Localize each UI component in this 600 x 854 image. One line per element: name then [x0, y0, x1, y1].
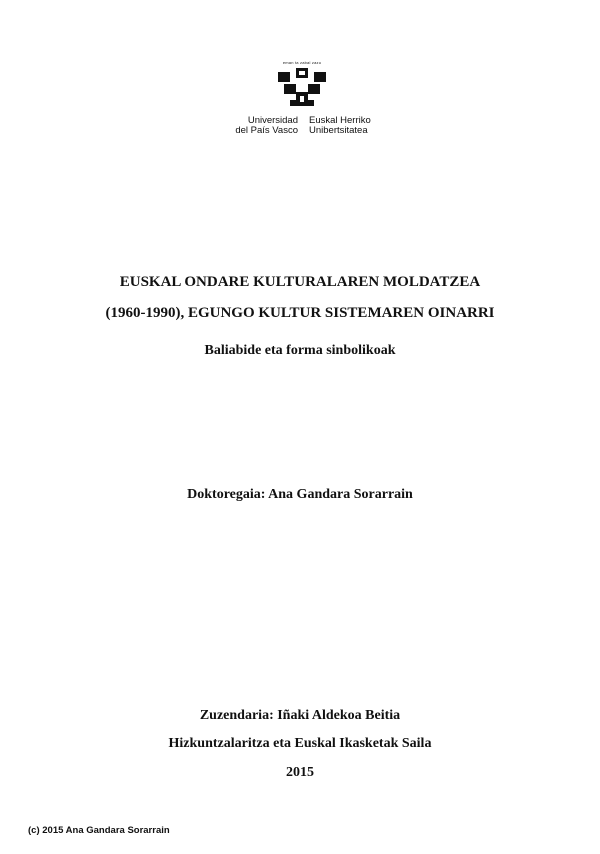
university-name-basque: [309, 116, 389, 136]
university-name-eu-line2: Unibertsitatea: [309, 125, 368, 136]
university-name-spanish: [220, 116, 298, 136]
doctoral-candidate: Doktoregaia: Ana Gandara Sorarrain: [187, 487, 413, 502]
copyright-notice: (c) 2015 Ana Gandara Sorarrain: [28, 825, 170, 836]
thesis-subtitle: Baliabide eta forma sinbolikoak: [204, 343, 396, 358]
thesis-year: 2015: [286, 765, 314, 780]
university-name-eu-line1: Euskal Herriko: [309, 115, 371, 126]
university-motto: eman ta zabal zazu: [282, 60, 322, 65]
thesis-title-line1: EUSKAL ONDARE KULTURALAREN MOLDATZEA: [119, 274, 481, 290]
thesis-director: Zuzendaria: Iñaki Aldekoa Beitia: [199, 708, 401, 723]
department-name: Hizkuntzalaritza eta Euskal Ikasketak Saila: [168, 736, 432, 751]
university-name-es-line1: Universidad: [247, 115, 298, 126]
university-logo-icon: [274, 66, 330, 112]
thesis-title-line2: (1960-1990), EGUNGO KULTUR SISTEMAREN OINARRI: [105, 305, 495, 321]
university-name-es-line2: del País Vasco: [235, 125, 298, 136]
